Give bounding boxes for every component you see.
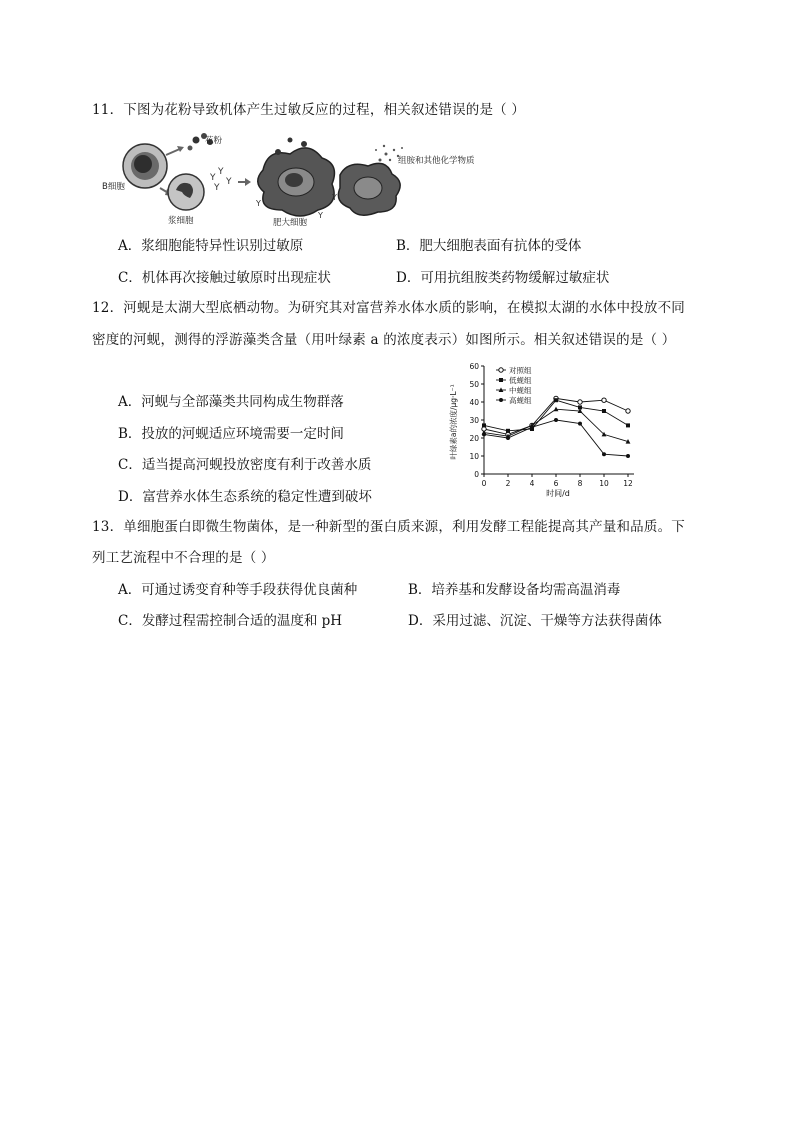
x-axis-label: 时间/d bbox=[546, 489, 570, 498]
legend-label: 对照组 bbox=[509, 366, 532, 375]
point-marker bbox=[506, 436, 510, 440]
point-marker bbox=[482, 423, 486, 427]
x-tick-label: 6 bbox=[553, 479, 559, 488]
point-marker bbox=[602, 398, 606, 402]
q13-stem-line2: 列工艺流程中不合理的是（ ） bbox=[92, 550, 275, 566]
point-marker bbox=[602, 452, 606, 456]
label-plasma-cell: 浆细胞 bbox=[168, 216, 194, 226]
x-tick-label: 4 bbox=[529, 479, 535, 488]
y-tick-label: 10 bbox=[469, 452, 479, 461]
svg-text:Y: Y bbox=[332, 193, 337, 202]
point-marker bbox=[499, 368, 503, 372]
series-3 bbox=[482, 407, 631, 444]
series-4 bbox=[482, 418, 630, 458]
q11-option-b: B．肥大细胞表面有抗体的受体 bbox=[396, 238, 582, 254]
y-tick-label: 20 bbox=[469, 434, 479, 443]
point-marker bbox=[626, 423, 630, 427]
x-tick-label: 10 bbox=[599, 479, 609, 488]
legend-label: 中蚬组 bbox=[509, 386, 532, 395]
label-mast-cell: 肥大细胞 bbox=[273, 218, 308, 228]
label-pollen: 花粉 bbox=[205, 136, 223, 146]
plasma-cell-illustration bbox=[168, 174, 204, 210]
q11-figure bbox=[102, 130, 498, 230]
chart-svg bbox=[440, 358, 640, 500]
series-line bbox=[484, 400, 628, 431]
chart-ticks bbox=[469, 362, 633, 488]
q12-option-a: A．河蚬与全部藻类共同构成生物群落 bbox=[118, 394, 344, 410]
series-line bbox=[484, 398, 628, 434]
q13-stem-line1: 13．单细胞蛋白即微生物菌体，是一种新型的蛋白质来源，利用发酵工程能提高其产量和品质。下 bbox=[92, 519, 685, 535]
point-marker bbox=[482, 432, 486, 436]
q12-option-c: C．适当提高河蚬投放密度有利于改善水质 bbox=[118, 457, 372, 473]
svg-text:Y: Y bbox=[214, 183, 220, 193]
series-line bbox=[484, 420, 628, 456]
q13-option-a: A．可通过诱变育种等手段获得优良菌种 bbox=[118, 582, 358, 598]
q12-stem-line2: 密度的河蚬，测得的浮游藻类含量（用叶绿素 a 的浓度表示）如图所示。相关叙述错误的是（ ） bbox=[92, 332, 676, 348]
q11-option-d: D．可用抗组胺类药物缓解过敏症状 bbox=[396, 270, 610, 286]
q12-option-d: D．富营养水体生态系统的稳定性遭到破坏 bbox=[118, 489, 372, 505]
point-marker bbox=[602, 409, 606, 413]
y-tick-label: 50 bbox=[469, 380, 479, 389]
q13-option-d: D．采用过滤、沉淀、干燥等方法获得菌体 bbox=[408, 613, 662, 629]
degranulating-mast-cell-illustration bbox=[338, 145, 403, 215]
q13-option-b: B．培养基和发酵设备均需高温消毒 bbox=[408, 582, 621, 598]
q13-option-c: C．发酵过程需控制合适的温度和 pH bbox=[118, 613, 343, 629]
legend-label: 高蚬组 bbox=[509, 396, 532, 405]
y-axis-label: 叶绿素a的浓度/μg·L⁻¹ bbox=[449, 384, 458, 460]
q11-option-a: A．浆细胞能特异性识别过敏原 bbox=[118, 238, 304, 254]
svg-text:Y: Y bbox=[226, 177, 232, 187]
point-marker bbox=[626, 409, 630, 413]
series-2 bbox=[482, 398, 630, 433]
q12-option-b: B．投放的河蚬适应环境需要一定时间 bbox=[118, 426, 344, 442]
point-marker bbox=[499, 398, 503, 402]
svg-text:Y: Y bbox=[218, 167, 224, 177]
x-tick-label: 0 bbox=[481, 479, 487, 488]
svg-text:Y: Y bbox=[318, 211, 323, 220]
point-marker bbox=[554, 398, 558, 402]
label-b-cell: B细胞 bbox=[102, 182, 125, 192]
x-tick-label: 8 bbox=[577, 479, 583, 488]
point-marker bbox=[554, 418, 558, 422]
series-1 bbox=[482, 396, 630, 436]
point-marker bbox=[530, 425, 534, 429]
label-histamine: 组胺和其他化学物质 bbox=[398, 156, 475, 166]
svg-text:Y: Y bbox=[210, 173, 216, 183]
y-tick-label: 60 bbox=[469, 362, 479, 371]
svg-text:Y: Y bbox=[256, 199, 261, 208]
chart-series bbox=[482, 396, 631, 458]
y-tick-label: 30 bbox=[469, 416, 479, 425]
legend-label: 低蚬组 bbox=[509, 376, 532, 385]
q12-stem-line1: 12．河蚬是太湖大型底栖动物。为研究其对富营养水体水质的影响，在模拟太湖的水体中投放不同 bbox=[92, 300, 685, 316]
point-marker bbox=[626, 454, 630, 458]
chart-legend bbox=[496, 365, 532, 405]
point-marker bbox=[506, 429, 510, 433]
mast-cell-illustration bbox=[255, 138, 337, 221]
q11-stem: 11．下图为花粉导致机体产生过敏反应的过程，相关叙述错误的是（ ） bbox=[92, 102, 526, 118]
x-tick-label: 2 bbox=[505, 479, 511, 488]
q11-option-c: C．机体再次接触过敏原时出现症状 bbox=[118, 270, 331, 286]
b-cell-illustration bbox=[123, 144, 167, 188]
point-marker bbox=[578, 422, 582, 426]
point-marker bbox=[578, 400, 582, 404]
chlorophyll-chart bbox=[440, 358, 640, 500]
point-marker bbox=[499, 378, 503, 382]
y-tick-label: 0 bbox=[474, 470, 479, 479]
x-tick-label: 12 bbox=[623, 479, 633, 488]
series-line bbox=[484, 409, 628, 441]
y-tick-label: 40 bbox=[469, 398, 479, 407]
